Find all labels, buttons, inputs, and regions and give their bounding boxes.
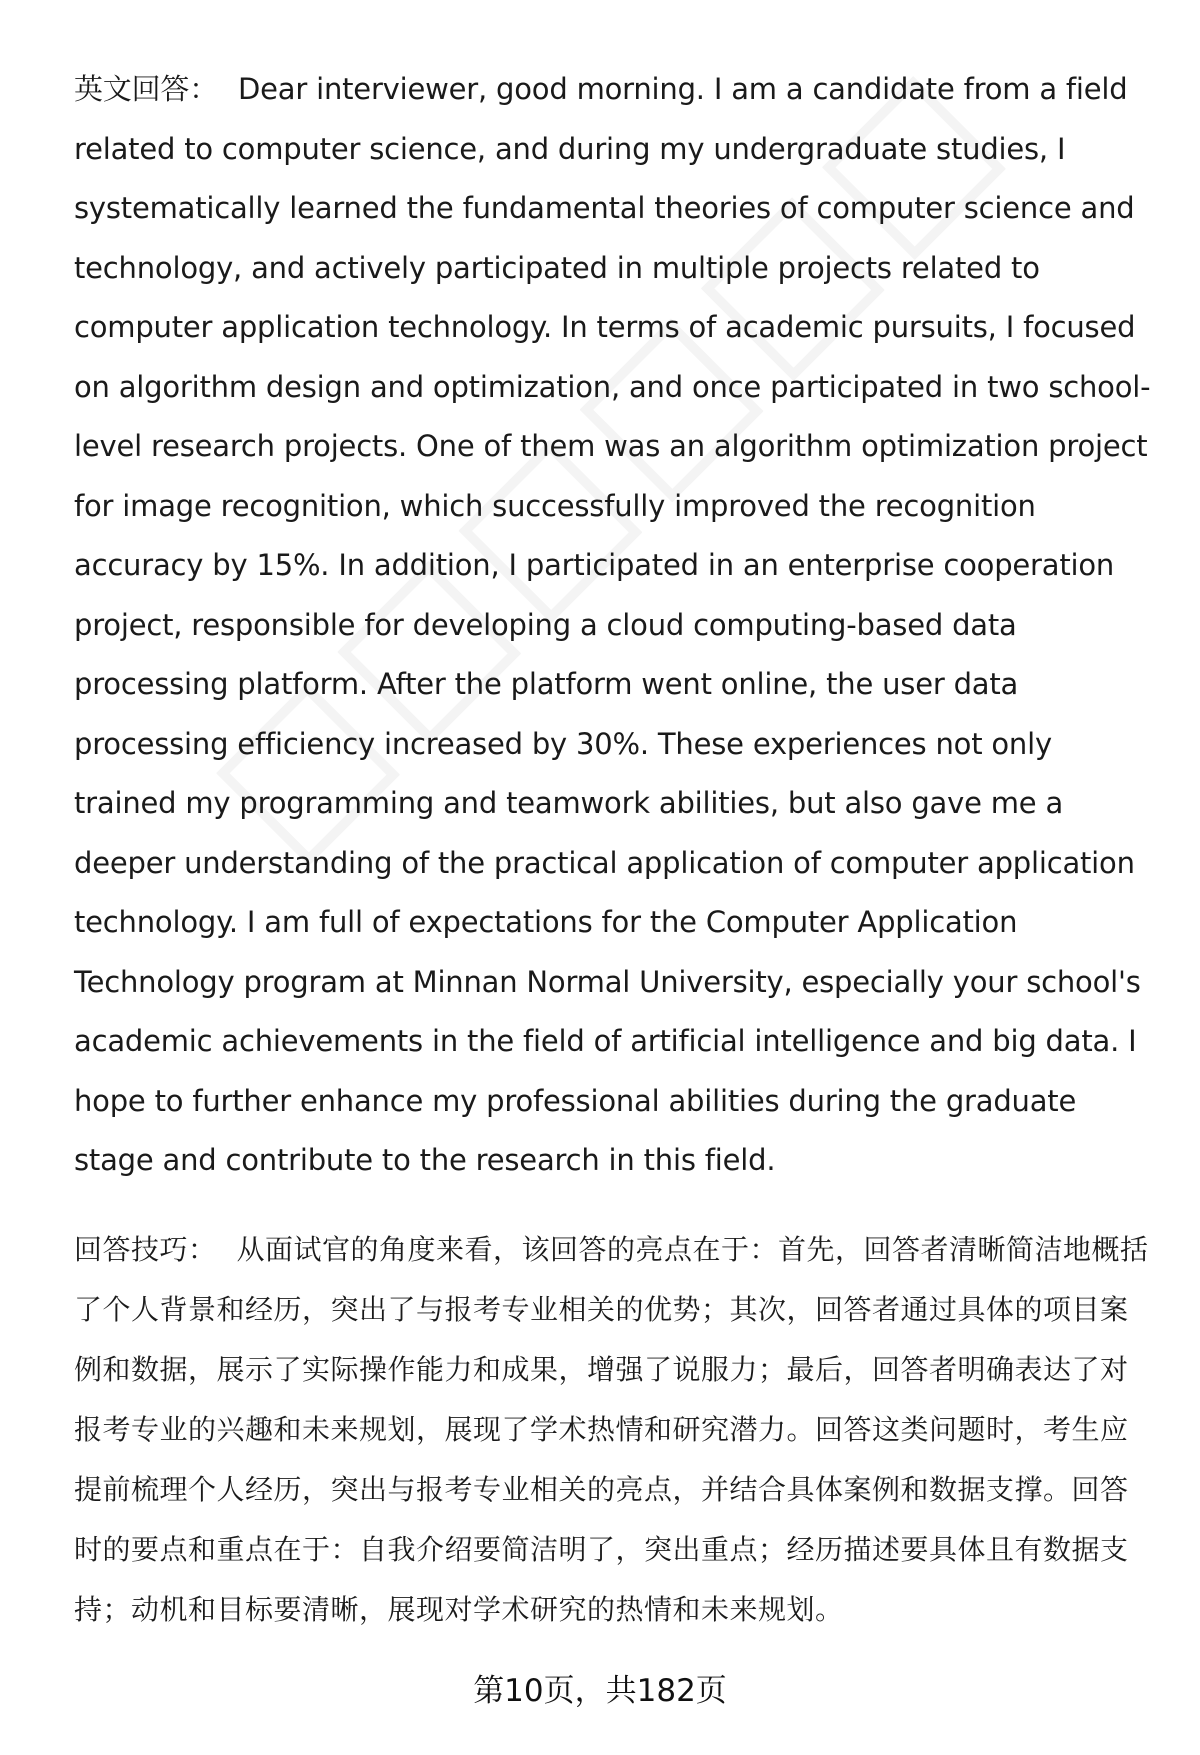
answer-tips-text: 从面试官的角度来看，该回答的亮点在于：首先，回答者清晰简洁地概括了个人背景和经历，突出了与报考专业相关的优势；其次，回答者通过具体的项目案例和数据，展示了实际操作能力和成果，增强了说服力；最后，回答者明确表达了对报考专业的兴趣和未来规划，展现了学术热情和研究潜力。回答这类问题时，考生应提前梳理个人经历，突出与报考专业相关的亮点，并结合具体案例和数据支撑。回答时的要点和重点在于：自我介绍要简洁明了，突出重点；经历描述要具体且有数据支持；动机和目标要清晰，展现对学术研究的热情和未来规划。 [74, 1233, 1149, 1626]
page-number-footer: 第10页，共182页 [473, 1673, 727, 1709]
answer-tips-label: 回答技巧： [74, 1233, 217, 1266]
english-answer-paragraph [74, 60, 1154, 1191]
english-answer-label: 英文回答： [74, 72, 219, 106]
english-answer-text: Dear interviewer, good morning. I am a candidate from a field related to computer science, and during my undergraduate studies, I systematically learned the fundamental theories of computer science and technology, and actively participated in multiple projects related to computer application technology. In terms of academic pursuits, I focused on algorithm design and optimization, and once participated in two school-level research projects. One of them was an algorithm optimization project for image recognition, which successfully improved the recognition accuracy by 15%. In addition, I participated in an enterprise cooperation project, responsible for developing a cloud computing-based data processing platform. After the platform went online, the user data processing efficiency increased by 30%. These experiences not only trained my programming and teamwork abilities, but also gave me a deeper understanding of the practical application of computer application technology. I am full of expectations for the Computer Application Technology program at Minnan Normal University, especially your school's academic achievements in the field of artificial intelligence and big data. I hope to further enhance my professional abilities during the graduate stage and contribute to the research in this field. [74, 72, 1151, 1177]
answer-tips-paragraph [74, 1220, 1154, 1640]
